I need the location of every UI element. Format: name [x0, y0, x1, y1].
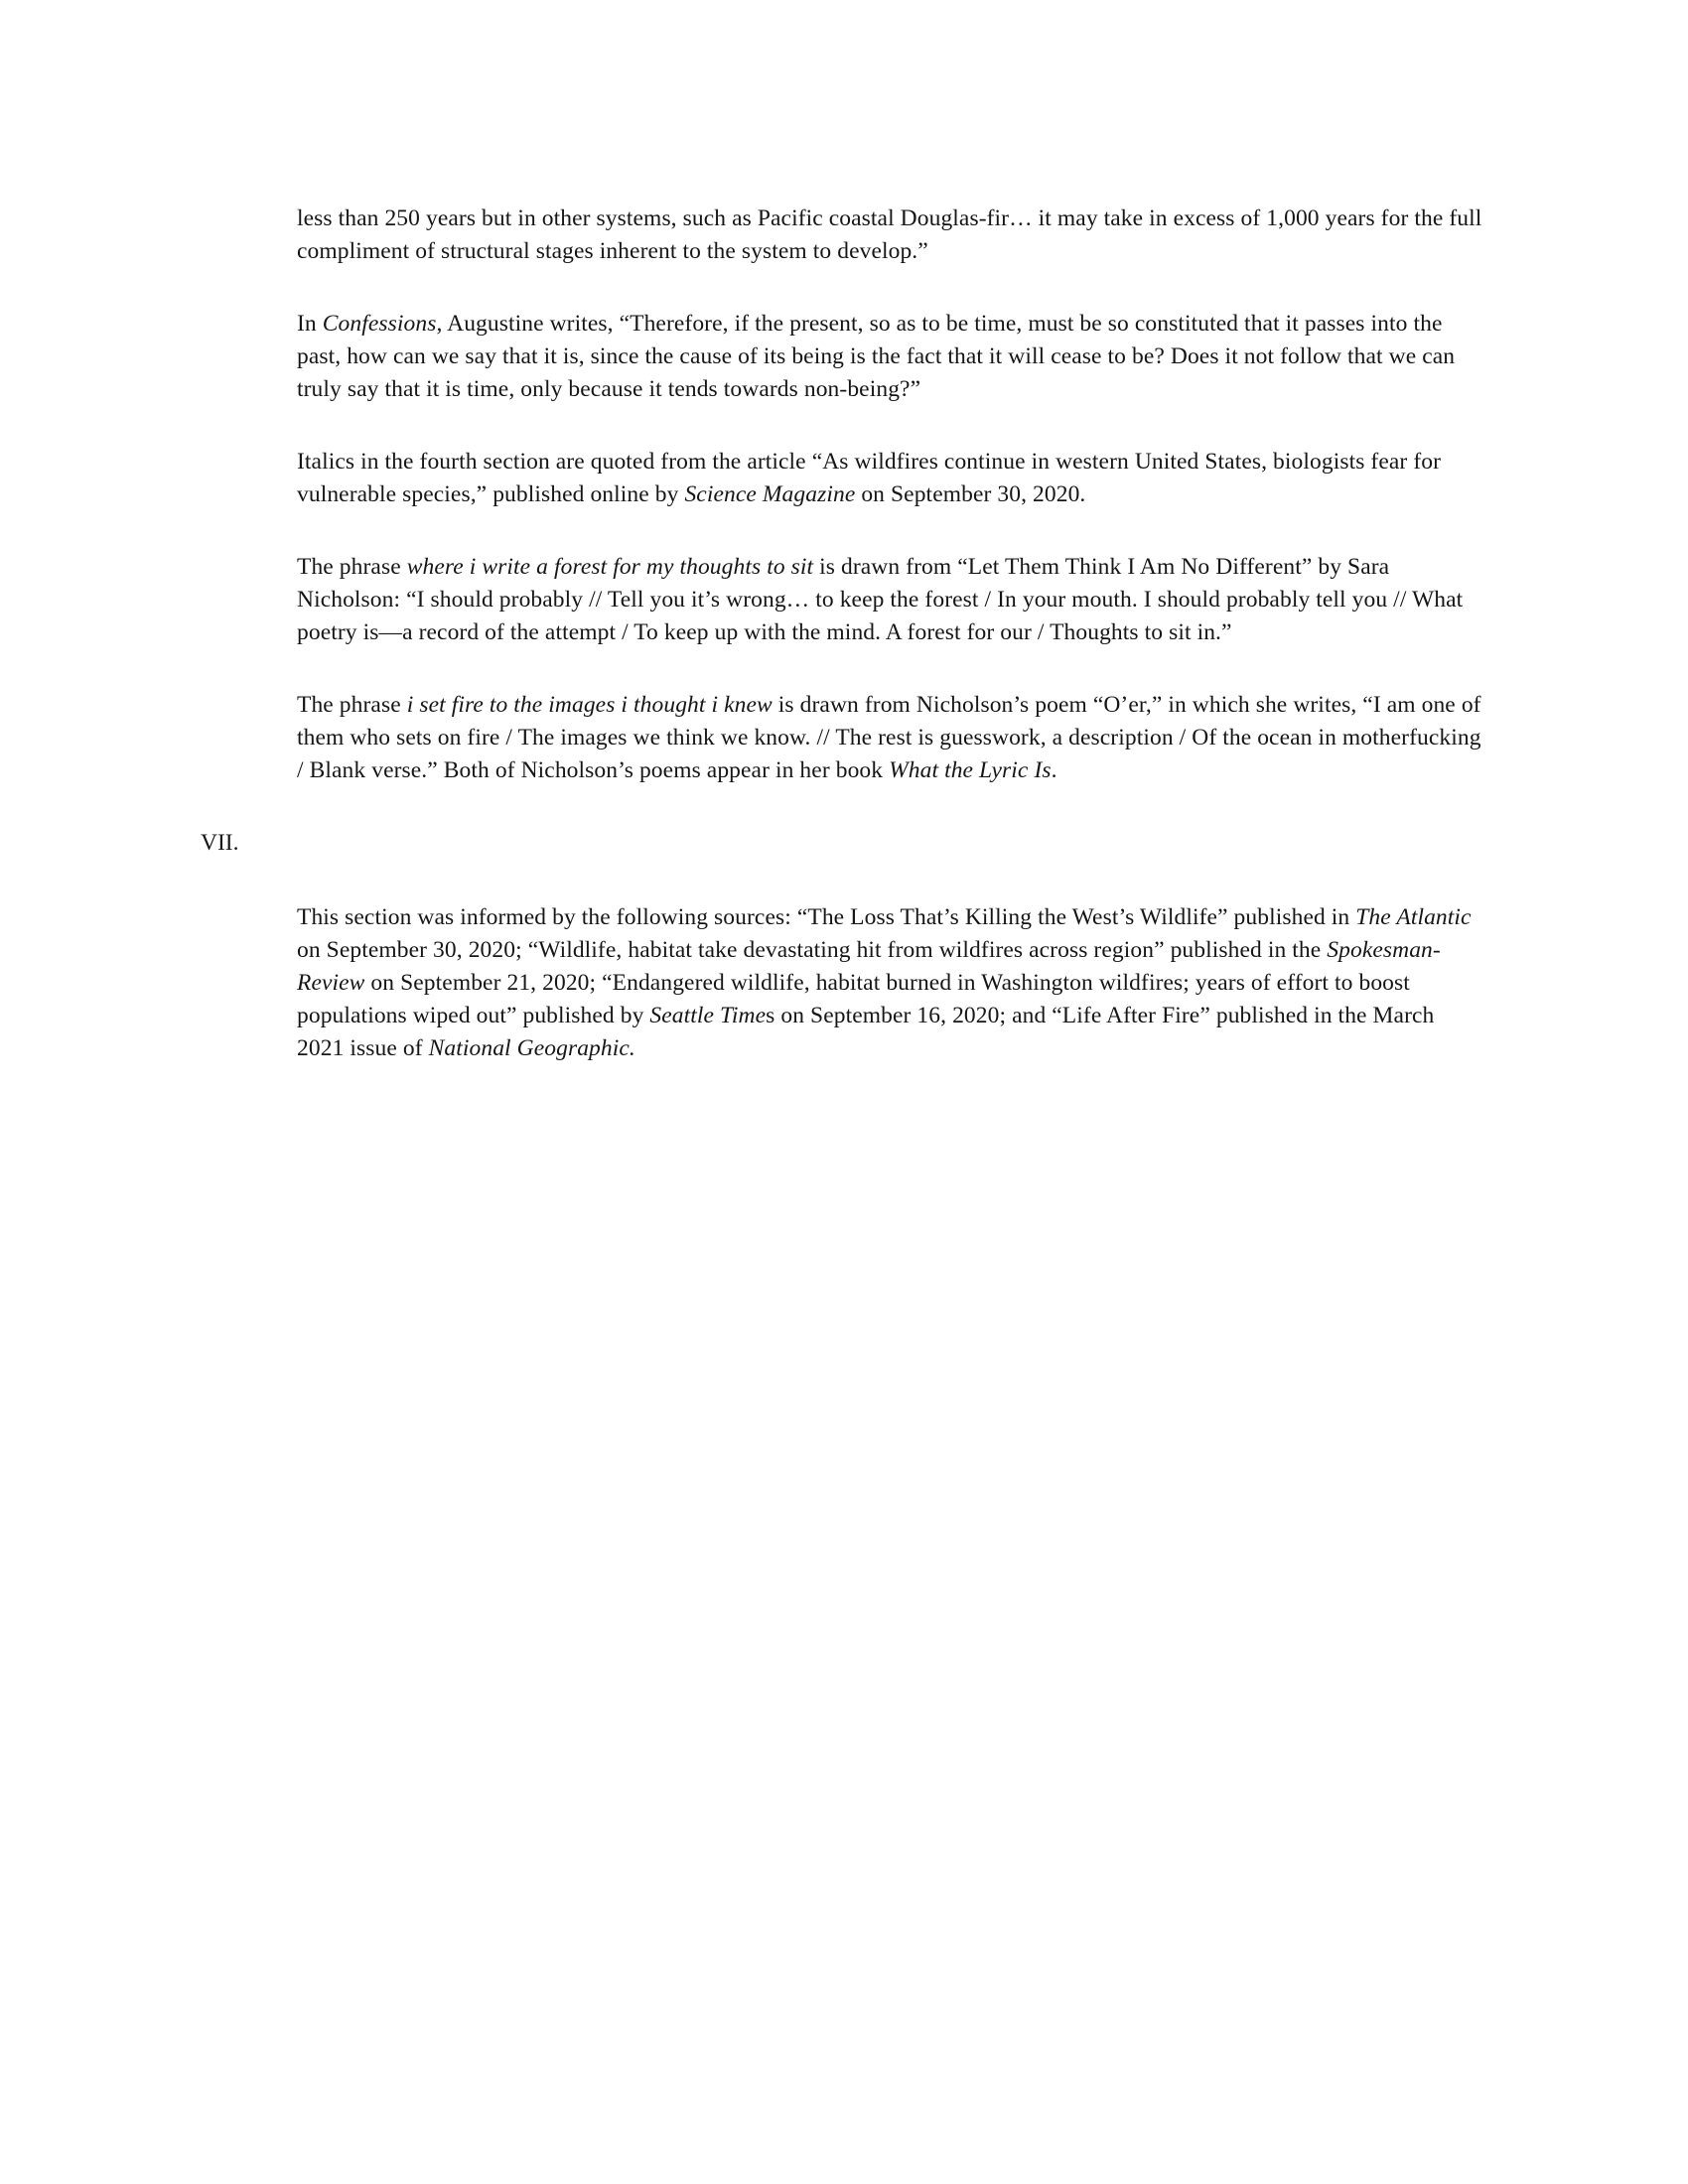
note-paragraph-douglas-fir-quote: less than 250 years but in other systems, such as Pacific coastal Douglas-fir… it may take in excess of 1,000 years for the full compliment of structural stages inherent to the system to develop.”	[297, 205, 1482, 264]
notes-section	[0, 0, 1688, 1065]
note-paragraph-nicholson-oer: The phrase i set fire to the images i thought i knew is drawn from Nicholson’s poem “O’er,” in which she writes, “I am one of them who sets on fire / The images we think we know. // The rest is guesswork, a description / Of the ocean in motherfucking / Blank verse.” Both of Nicholson’s poems appear in her book What the Lyric Is.	[297, 692, 1481, 783]
note-paragraph-science-magazine: Italics in the fourth section are quoted from the article “As wildfires continue in western United States, biologists fear for vulnerable species,” published online by Science Magazine on September 30, 2020.	[297, 449, 1442, 507]
note-paragraph-augustine-confessions: In Confessions, Augustine writes, “Therefore, if the present, so as to be time, must be so constituted that it passes into the past, how can we say that it is, since the cause of its being is the fact that it will cease to be? Does it not follow that we can truly say that it is time, only because it tends towards non-being?”	[297, 311, 1456, 402]
note-paragraph-nicholson-forest: The phrase where i write a forest for my thoughts to sit is drawn from “Let Them Think I Am No Different” by Sara Nicholson: “I should probably // Tell you it’s wrong… to keep the forest / In your mouth. I should probably tell you // What poetry is—a record of the attempt / To keep up with the mind. A forest for our / Thoughts to sit in.”	[297, 554, 1464, 645]
note-paragraph-section-vii-sources: This section was informed by the following sources: “The Loss That’s Killing the West’s Wildlife” published in The Atlantic on September 30, 2020; “Wildlife, habitat take devastating hit from wildfires across region” published in the Spokesman-Review on September 21, 2020; “Endangered wildlife, habitat burned in Washington wildfires; years of effort to boost populations wiped out” published by Seattle Times on September 16, 2020; and “Life After Fire” published in the March 2021 issue of National Geographic.	[297, 904, 1472, 1061]
section-heading-vii: VII.	[201, 830, 239, 856]
